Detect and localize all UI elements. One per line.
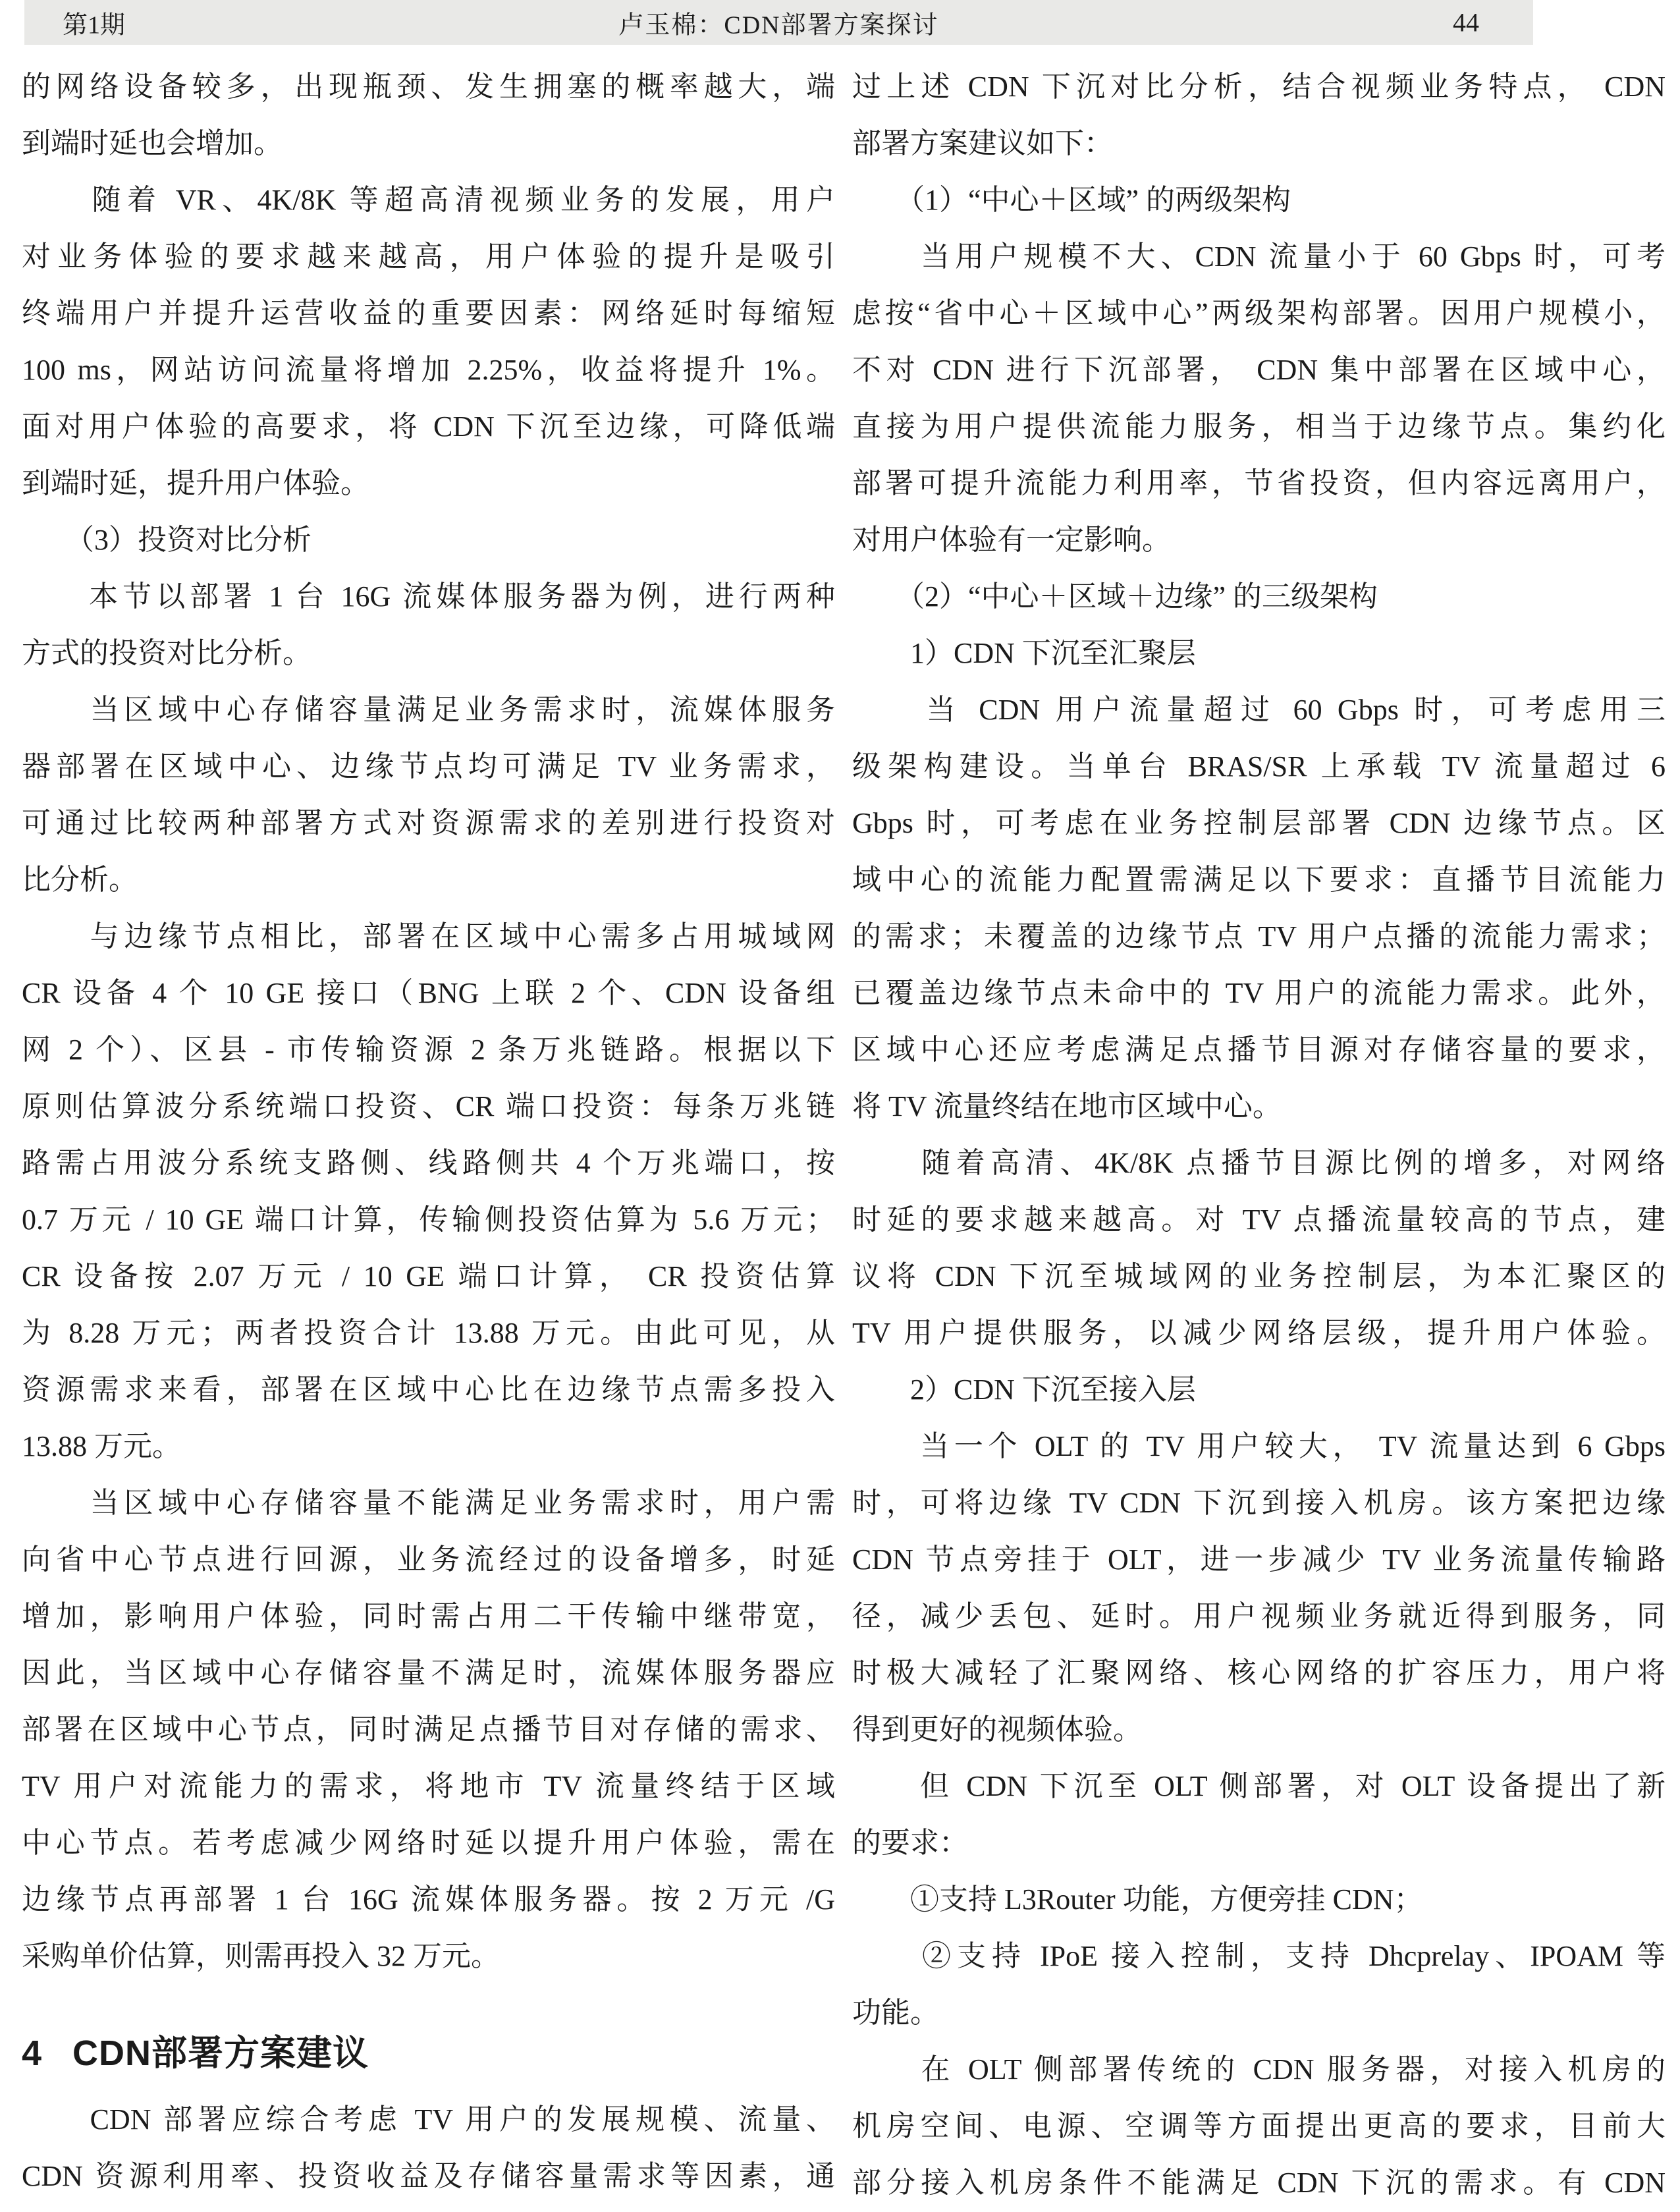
text-line: 当 CDN 用户流量超过 60 Gbps 时，可考虑用三 [852, 694, 1666, 726]
text-line: 随着高清、4K/8K 点播节目源比例的增多，对网络 [852, 1147, 1666, 1179]
text-line: 终端用户并提升运营收益的重要因素：网络延时每缩短 [22, 297, 835, 329]
text-line: 因此，当区域中心存储容量不满足时，流媒体服务器应 [22, 1657, 835, 1689]
text-line: 将 TV 流量终结在地市区域中心。 [852, 1090, 1282, 1122]
text-line: 13.88 万元。 [22, 1430, 181, 1462]
text-line: 级架构建设。当单台 BRAS/SR 上承载 TV 流量超过 6 [852, 750, 1666, 783]
text-line: 部分接入机房条件不能满足 CDN 下沉的需求。有 CDN [852, 2167, 1666, 2199]
text-line: 可通过比较两种部署方式对资源需求的差别进行投资对 [22, 807, 835, 839]
text-line: 2）CDN 下沉至接入层 [852, 1373, 1196, 1406]
text-line: 当用户规模不大、CDN 流量小于 60 Gbps 时，可考 [852, 240, 1666, 273]
text-line: 本节以部署 1 台 16G 流媒体服务器为例，进行两种 [22, 580, 835, 613]
text-line: 到端时延也会增加。 [22, 127, 283, 159]
text-line: 向省中心节点进行回源，业务流经过的设备增多，时延 [22, 1543, 835, 1576]
text-line: 器部署在区域中心、边缘节点均可满足 TV 业务需求， [22, 750, 835, 783]
text-line: TV 用户提供服务，以减少网络层级，提升用户体验。 [852, 1317, 1666, 1349]
text-line: 功能。 [852, 1997, 939, 2029]
text-line: CDN 部署应综合考虑 TV 用户的发展规模、流量、 [22, 2103, 835, 2136]
text-line: 网 2 个）、区县 - 市传输资源 2 条万兆链路。根据以下 [22, 1034, 835, 1066]
text-line: CR 设备按 2.07 万元 / 10 GE 端口计算， CR 投资估算 [22, 1260, 835, 1292]
text-line: 路需占用波分系统支路侧、线路侧共 4 个万兆端口，按 [22, 1147, 835, 1179]
text-line: 域中心的流能力配置需满足以下要求：直播节目流能力 [852, 864, 1666, 896]
text-line: 0.7 万元 / 10 GE 端口计算，传输侧投资估算为 5.6 万元； [22, 1203, 835, 1236]
text-line: 随着 VR、4K/8K 等超高清视频业务的发展，用户 [22, 184, 835, 216]
text-line: TV 用户对流能力的需求，将地市 TV 流量终结于区域 [22, 1770, 835, 1802]
text-line: 部署在区域中心节点，同时满足点播节目对存储的需求、 [22, 1713, 835, 1746]
text-line: 部署可提升流能力利用率，节省投资，但内容远离用户， [852, 467, 1666, 499]
text-line: 时延的要求越来越高。对 TV 点播流量较高的节点，建 [852, 1203, 1666, 1236]
text-line: 边缘节点再部署 1 台 16G 流媒体服务器。按 2 万元 /G [22, 1883, 835, 1916]
right-column [852, 59, 1666, 2211]
text-line: 议将 CDN 下沉至城域网的业务控制层，为本汇聚区的 [852, 1260, 1666, 1292]
article-body [22, 59, 1666, 2211]
text-line: 中心节点。若考虑减少网络时延以提升用户体验，需在 [22, 1827, 835, 1859]
text-line: 比分析。 [22, 864, 138, 896]
text-line: 对用户体验有一定影响。 [852, 524, 1171, 556]
text-line: 直接为用户提供流能力服务，相当于边缘节点。集约化 [852, 410, 1666, 443]
text-line: 对业务体验的要求越来越高，用户体验的提升是吸引 [22, 240, 835, 273]
page-number: 44 [1453, 7, 1479, 38]
text-line: 与边缘节点相比，部署在区域中心需多占用城域网 [22, 920, 835, 953]
section-heading [22, 2022, 835, 2085]
text-line: 得到更好的视频体验。 [852, 1713, 1142, 1746]
section-title: CDN部署方案建议 [72, 2033, 369, 2073]
text-line: （2）“中心＋区域＋边缘” 的三级架构 [852, 580, 1378, 613]
left-column [22, 59, 835, 2211]
text-line: 过上述 CDN 下沉对比分析，结合视频业务特点， CDN [852, 70, 1666, 103]
text-line: 时极大减轻了汇聚网络、核心网络的扩容压力，用户将 [852, 1657, 1666, 1689]
text-line: 当区域中心存储容量不能满足业务需求时，用户需 [22, 1487, 835, 1519]
text-line: 机房空间、电源、空调等方面提出更高的要求，目前大 [852, 2110, 1666, 2142]
text-line: 当一个 OLT 的 TV 用户较大， TV 流量达到 6 Gbps [852, 1430, 1666, 1462]
text-line: 径，减少丢包、延时。用户视频业务就近得到服务，同 [852, 1600, 1666, 1632]
text-line: ①支持 L3Router 功能，方便旁挂 CDN； [852, 1883, 1423, 1916]
text-line: 面对用户体验的高要求，将 CDN 下沉至边缘，可降低端 [22, 410, 835, 443]
text-line: ②支持 IPoE 接入控制，支持 Dhcprelay、IPOAM 等 [852, 1940, 1666, 1972]
text-line: 1）CDN 下沉至汇聚层 [852, 637, 1196, 669]
text-line: 不对 CDN 进行下沉部署， CDN 集中部署在区域中心， [852, 354, 1666, 386]
text-line: 原则估算波分系统端口投资、CR 端口投资：每条万兆链 [22, 1090, 835, 1122]
text-line: 100 ms，网站访问流量将增加 2.25%，收益将提升 1%。 [22, 354, 835, 386]
text-line: 的需求；未覆盖的边缘节点 TV 用户点播的流能力需求； [852, 920, 1666, 953]
issue-label: 第1期 [63, 11, 126, 40]
text-line: 到端时延，提升用户体验。 [22, 467, 369, 499]
text-line: 采购单价估算，则需再投入 32 万元。 [22, 1940, 500, 1972]
text-line: 为 8.28 万元；两者投资合计 13.88 万元。由此可见，从 [22, 1317, 835, 1349]
text-line: 增加，影响用户体验，同时需占用二干传输中继带宽， [22, 1600, 835, 1632]
text-line: 在 OLT 侧部署传统的 CDN 服务器，对接入机房的 [852, 2053, 1666, 2086]
text-line: 部署方案建议如下： [852, 127, 1113, 159]
text-line: 但 CDN 下沉至 OLT 侧部署，对 OLT 设备提出了新 [852, 1770, 1666, 1802]
text-line: 时，可将边缘 TV CDN 下沉到接入机房。该方案把边缘 [852, 1487, 1666, 1519]
text-line: 方式的投资对比分析。 [22, 637, 312, 669]
text-line: 的要求： [852, 1827, 968, 1859]
section-number: 4 [22, 2033, 43, 2073]
running-title: 卢玉棉：CDN部署方案探讨 [618, 11, 939, 40]
text-line: 虑按“省中心＋区域中心”两级架构部署。因用户规模小， [852, 297, 1666, 329]
text-line: CDN 资源利用率、投资收益及存储容量需求等因素，通 [22, 2160, 835, 2192]
text-line: 区域中心还应考虑满足点播节目源对存储容量的要求， [852, 1034, 1666, 1066]
text-line: CR 设备 4 个 10 GE 接口（BNG 上联 2 个、CDN 设备组 [22, 977, 835, 1009]
page-header [24, 0, 1533, 45]
text-line: 资源需求来看，部署在区域中心比在边缘节点需多投入 [22, 1373, 835, 1406]
text-line: 已覆盖边缘节点未命中的 TV 用户的流能力需求。此外， [852, 977, 1666, 1009]
text-line: CDN 节点旁挂于 OLT，进一步减少 TV 业务流量传输路 [852, 1543, 1666, 1576]
text-line: 的网络设备较多，出现瓶颈、发生拥塞的概率越大，端 [22, 70, 835, 103]
text-line: （1）“中心＋区域” 的两级架构 [852, 184, 1291, 216]
text-line: 当区域中心存储容量满足业务需求时，流媒体服务 [22, 694, 835, 726]
text-line: Gbps 时，可考虑在业务控制层部署 CDN 边缘节点。区 [852, 807, 1666, 839]
text-line: （3）投资对比分析 [22, 524, 312, 556]
